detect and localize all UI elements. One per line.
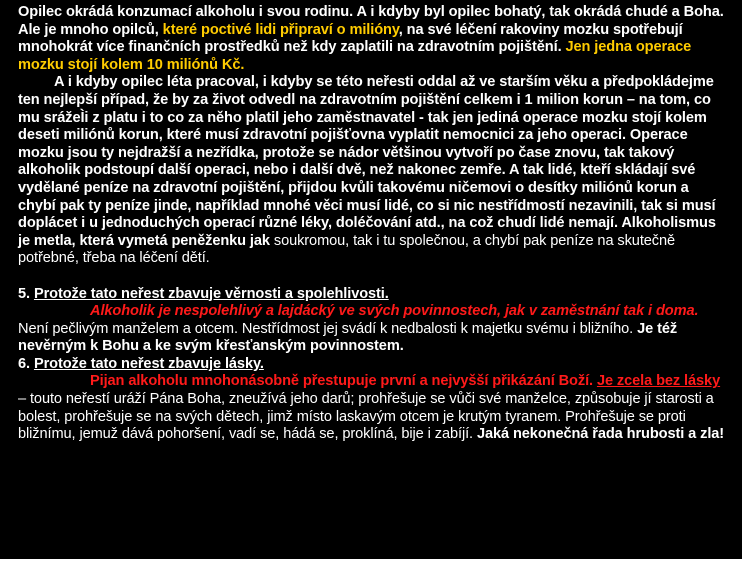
section-6 xyxy=(18,356,726,374)
section-5 xyxy=(18,286,726,304)
p2-text: A i kdyby opilec léta pracoval, i kdyby se této neřesti oddal až ve starším věku a předpokládejme ten nejlepší případ, že by za život odvedl na zdravotním pojištění celkem i 1 milion korun – na tom, co mu srážeÌi z platu i to co za něho platil jeho zaměstnavatel - tak jen jediná operace mozku stojí kolem deseti miliónů korun, které musí zdravotní pojišťovna vyplatit nemocnici za jeho operaci. Operace mozku jsou ty nejdražší a nezřídka, protože se nádor většinou vytvoří po čase znovu, tak takový alkoholik podstoupí další operaci, nebo i další dvě, než nakonec zemře. A tak lidé, kteří skládají své vydělané peníze na zdravotní pojištění, přijdou kvůli takovému ničemovi o desítky miliónů korun a chybí pak ty peníze jinde, například mnohé věci musí lidé, co si nic nestřídmostí nezavinili, tak si musí doplácet i u jednoduchých operací různé léky, doléčování atd., na což chudí lidé nemají. Alkoholismus je metla, která vymetá peněženku jak xyxy=(18,74,716,249)
p1-text-2: , na své léčení rakoviny mozku spotřebují mnohokrát více finančních prostředků než kdy zaplatili na zdravotním pojištění. xyxy=(18,21,683,56)
p1-highlight-operation: Jen jedna operace mozku stojí kolem 10 miliónů Kč. xyxy=(18,39,692,73)
paragraph-cost xyxy=(18,4,726,74)
s5-normal-text: Není pečlivým manželem a otcem. Nestřídmost jej svádí k nedbalosti k majetku svému i bližního. xyxy=(18,320,638,337)
s6-red-text: Pijan alkoholu mnohonásobně přestupuje první a nejvyšší přikázání Boží. xyxy=(90,373,597,390)
s6-number: 6. xyxy=(18,355,34,372)
p1-text: Opilec okrádá konzumací alkoholu i svou rodinu. A i kdyby byl opilec bohatý, tak okrádá chudé a Boha. Ale je mnoho opilců, xyxy=(18,4,724,38)
slide-text xyxy=(18,4,726,444)
section-5-body xyxy=(18,303,726,356)
s6-bold-text: Jaká nekonečná řada hrubosti a zla! xyxy=(476,426,725,443)
s5-bold-text: Je též nevěrným k Bohu a ke svým křesťanským povinnostem. xyxy=(18,320,678,355)
paragraph-example xyxy=(18,74,726,268)
s6-red-underlined: Je zcela bez lásky xyxy=(596,373,721,390)
s5-heading: Protože tato neřest zbavuje věrnosti a spolehlivosti. xyxy=(33,285,389,302)
p1-highlight-millions: které poctivé lidi připraví o milióny xyxy=(162,21,399,38)
s6-normal-text: – touto neřestí uráží Pána Boha, zneužívá jeho darů; prohřešuje se vůči své manželce, způsobuje jí starosti a bolest, prohřešuje se na svých dětech, jimž místo laskavým otcem je krutým tyranem. Prohřešuje se proti bližnímu, jemuž dává pohoršení, vadí se, hádá se, proklíná, bije i zabíjí. xyxy=(18,391,714,443)
p2-text-normal: soukromou, tak i tu společnou, a chybí pak peníze na skutečně potřebné, třeba na léčení dětí. xyxy=(18,232,676,267)
s6-heading: Protože tato neřest zbavuje lásky. xyxy=(33,355,264,372)
s5-number: 5. xyxy=(18,285,34,302)
s5-red-text: Alkoholik je nespolehlivý a lajdácký ve svých povinnostech, jak v zaměstnání tak i doma. xyxy=(90,303,699,320)
section-6-body xyxy=(18,373,726,443)
